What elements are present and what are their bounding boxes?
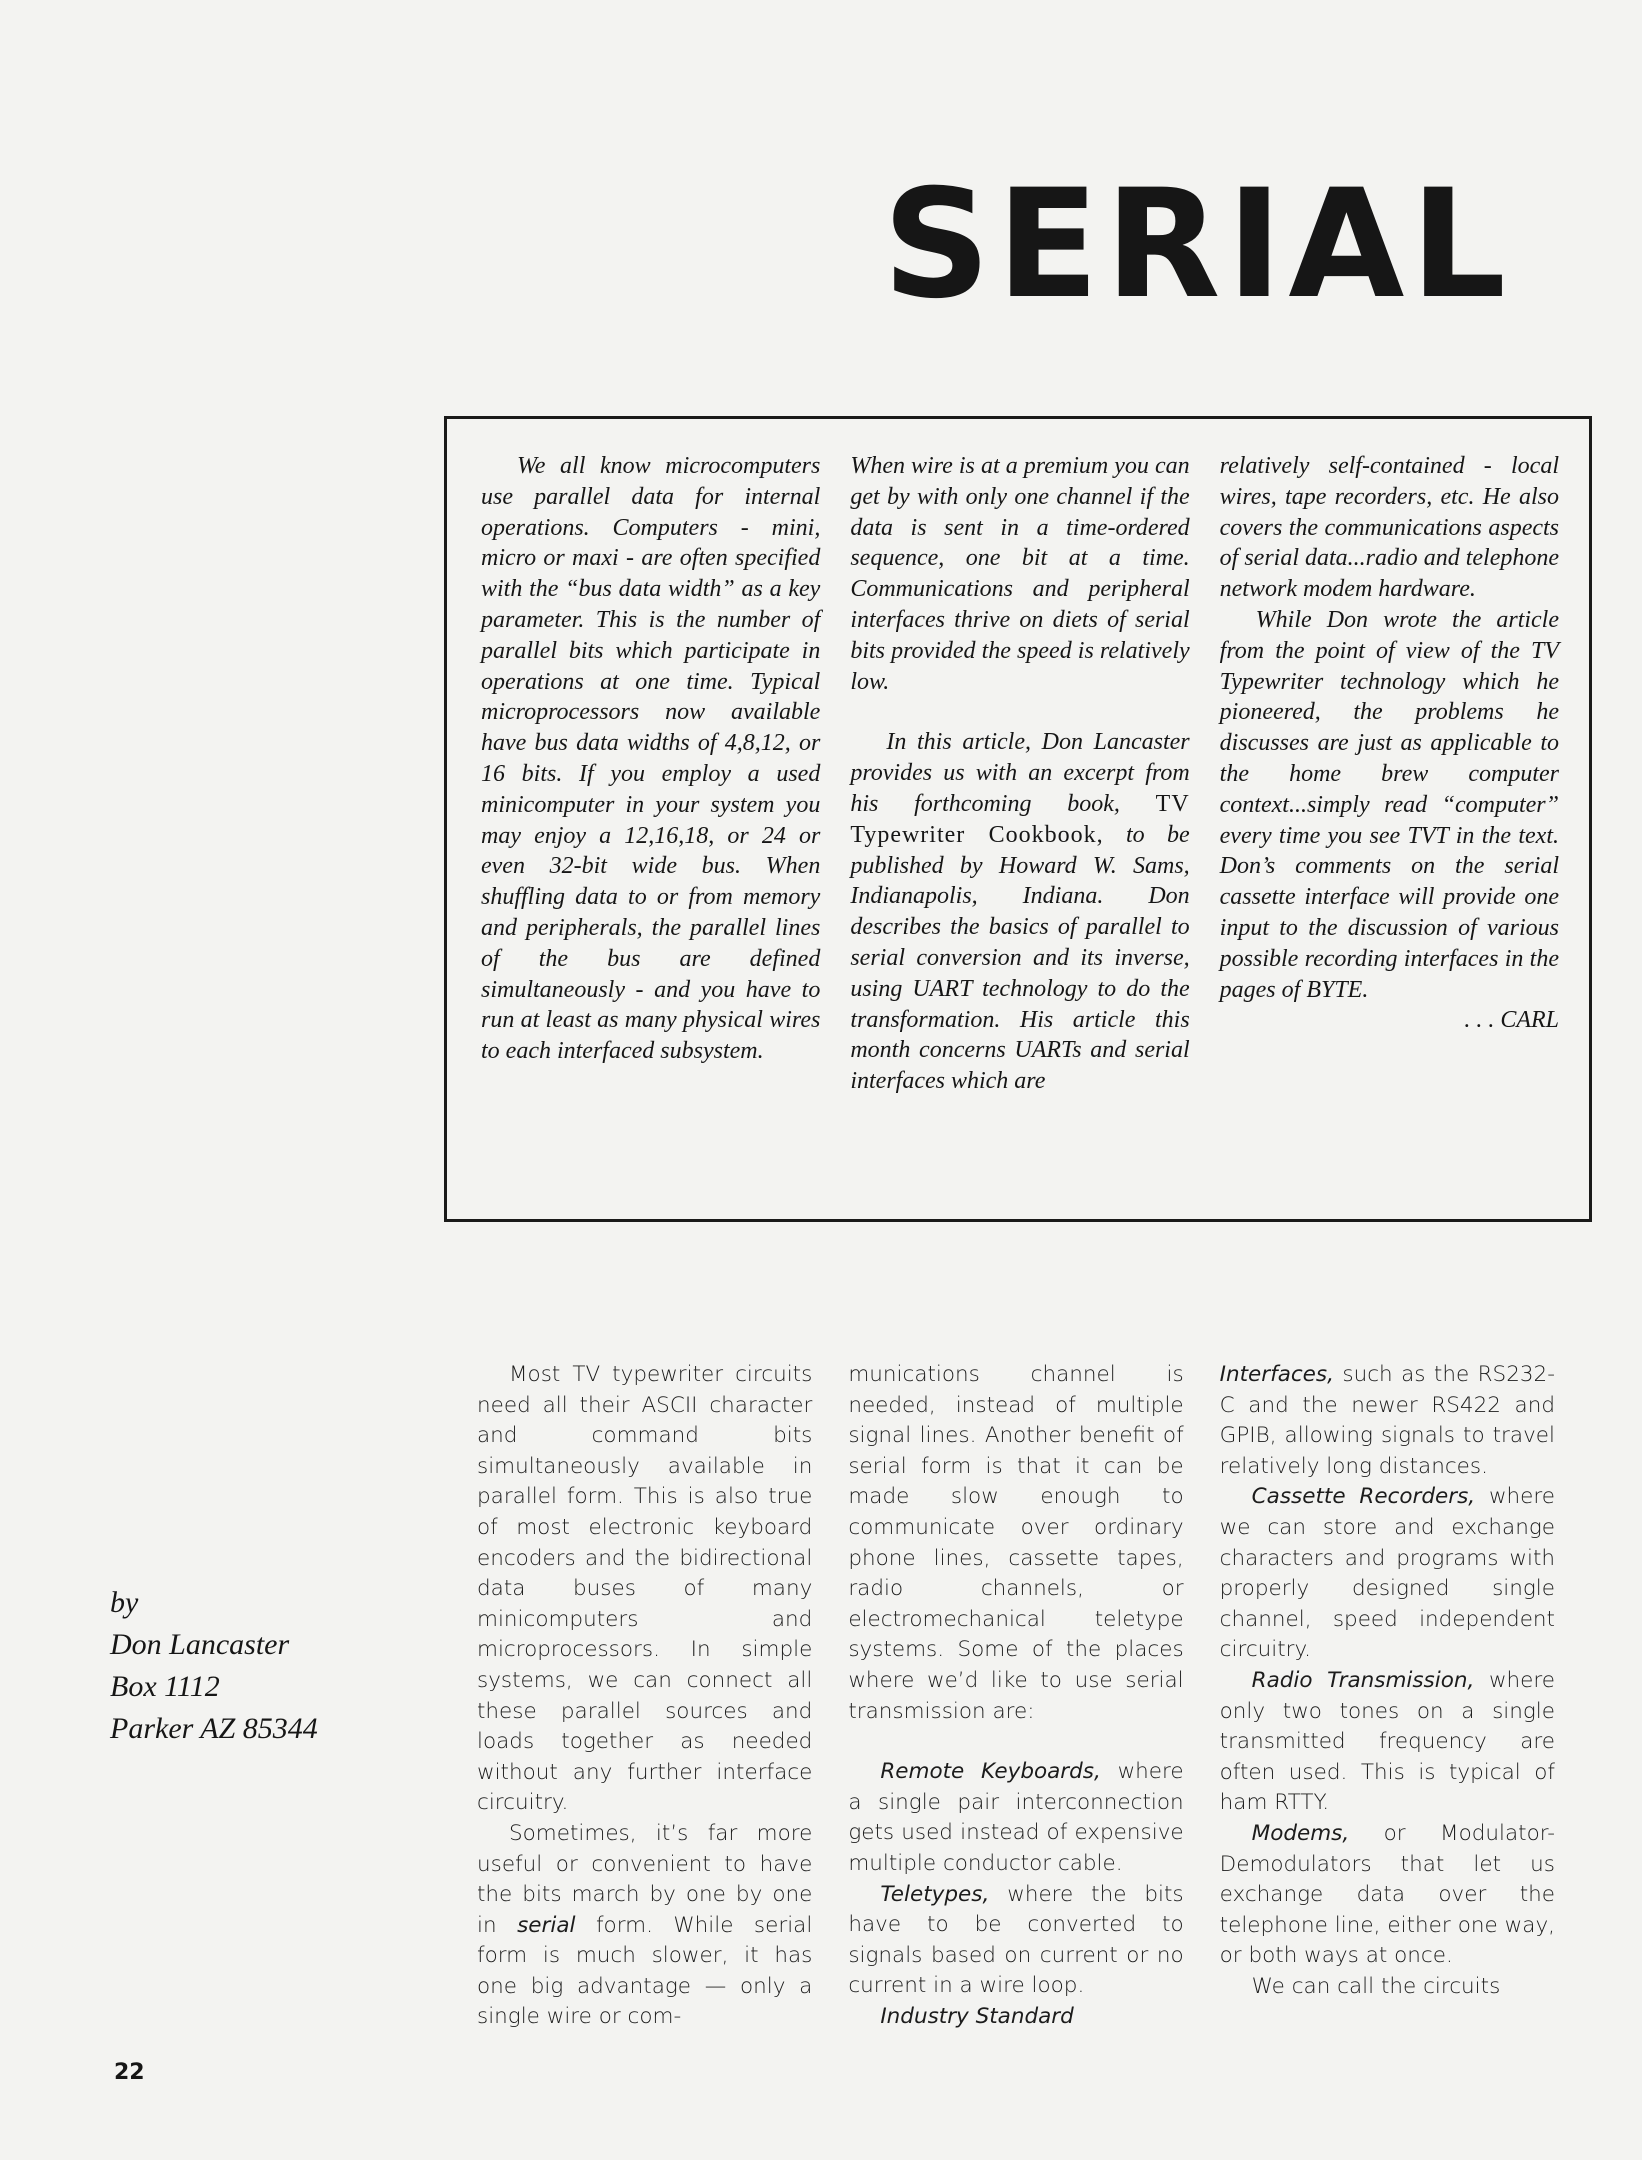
body-paragraph: Sometimes, it’s far more useful or convenient to have the bits march by one by one in serial form. While serial form is much slower, it has one big advantage — only a single wire or com- xyxy=(477,1820,813,2030)
body-column-2 xyxy=(848,1360,1183,2033)
intro-paragraph: When wire is at a premium you can get by with only one channel if the data is sent in a time-ordered sequence, one bit at a time. Communications and peripheral interfaces thrive on diets of serial bits provided the speed is relatively low. xyxy=(850,453,1190,695)
editor-signoff: . . . CARL xyxy=(1464,1007,1559,1034)
page-number: 22 xyxy=(114,2060,145,2085)
body-paragraph: Teletypes, where the bits have to be converted to signals based on current or no current in a wire loop. xyxy=(848,1881,1184,1999)
intro-column-3 xyxy=(1220,451,1559,1191)
author-city: Parker AZ 85344 xyxy=(110,1712,318,1745)
author-byline xyxy=(110,1582,318,1750)
body-column-1 xyxy=(477,1360,812,2033)
author-name: Don Lancaster xyxy=(110,1628,290,1661)
intro-column-2 xyxy=(850,451,1189,1191)
body-paragraph: We can call the circuits xyxy=(1251,1973,1501,1999)
book-title: TV Typewriter Cookbook, xyxy=(850,790,1190,848)
intro-paragraph: While Don wrote the article from the point of view of the TV Typewriter technology which he pioneered, the problems he discusses are just as applicable to the home brew computer context...simply read “computer” every time you see TVT in the text. Don’s comments on the serial cassette interface will provide one input to the discussion of various possible recording interfaces in the pages of BYTE. xyxy=(1219,606,1559,1003)
intro-paragraph: We all know microcomputers use parallel data for internal operations. Computers - mini, micro or maxi - are often specified with the “bus data width” as a key parameter. This is the number of parallel bits which participate in operations at one time. Typical microprocessors now available have bus data widths of 4,8,12, or 16 bits. If you employ a used minicomputer in your system you may enjoy a 12,16,18, or 24 or even 32-bit wide bus. When shuffling data to or from memory and peripherals, the parallel lines of the bus are defined simultaneously - and you have to run at least as many physical wires to each interfaced subsystem. xyxy=(481,453,821,1065)
intro-paragraph: In this article, Don Lancaster provides us with an excerpt from his forthcoming book, TV Typewriter Cookbook, to be published by Howard W. Sams, Indianapolis, Indiana. Don describes the basics of parallel to serial conversion and its inverse, using UART technology to do the transformation. His article this month concerns UARTs and serial interfaces which are xyxy=(850,729,1190,1095)
body-paragraph: Modems, or Modulator-Demodulators that let us exchange data over the telephone line, either one way, or both ways at once. xyxy=(1219,1820,1555,1969)
intro-column-1 xyxy=(481,451,820,1191)
body-paragraph: Radio Transmission, where only two tones on a single transmitted frequency are often used. This is typical of ham RTTY. xyxy=(1219,1667,1555,1816)
body-paragraph: Interfaces, such as the RS232-C and the newer RS422 and GPIB, allowing signals to travel relatively long distances. xyxy=(1219,1362,1555,1479)
body-paragraph: Most TV typewriter circuits need all their ASCII character and command bits simultaneously available in parallel form. This is also true of most electronic keyboard encoders and the bidirectional data buses of many minicomputers and microprocessors. In simple systems, we can connect all these parallel sources and loads together as needed without any further interface circuitry. xyxy=(477,1362,813,1816)
intro-paragraph: relatively self-contained - local wires, tape recorders, etc. He also covers the communications aspects of serial data...radio and telephone network modem hardware. xyxy=(1219,453,1559,603)
body-column-3 xyxy=(1220,1360,1555,2033)
author-box: Box 1112 xyxy=(110,1670,220,1703)
byline-by: by xyxy=(110,1586,139,1619)
body-paragraph: munications channel is needed, instead of multiple signal lines. Another benefit of serial form is that it can be made slow enough to communicate over ordinary phone lines, cassette tapes, radio channels, or electromechanical teletype systems. Some of the places where we’d like to use serial transmission are: xyxy=(848,1362,1184,1724)
body-paragraph: Remote Keyboards, where a single pair interconnection gets used instead of expensive multiple conductor cable. xyxy=(848,1759,1184,1876)
article-body xyxy=(477,1360,1555,2033)
body-paragraph: Industry Standard xyxy=(880,2003,1074,2029)
article-title: SERIAL xyxy=(882,158,1512,332)
editor-intro-box xyxy=(444,416,1592,1222)
body-paragraph: Cassette Recorders, where we can store and exchange characters and programs with properly designed single channel, speed independent circuitry. xyxy=(1219,1484,1555,1663)
